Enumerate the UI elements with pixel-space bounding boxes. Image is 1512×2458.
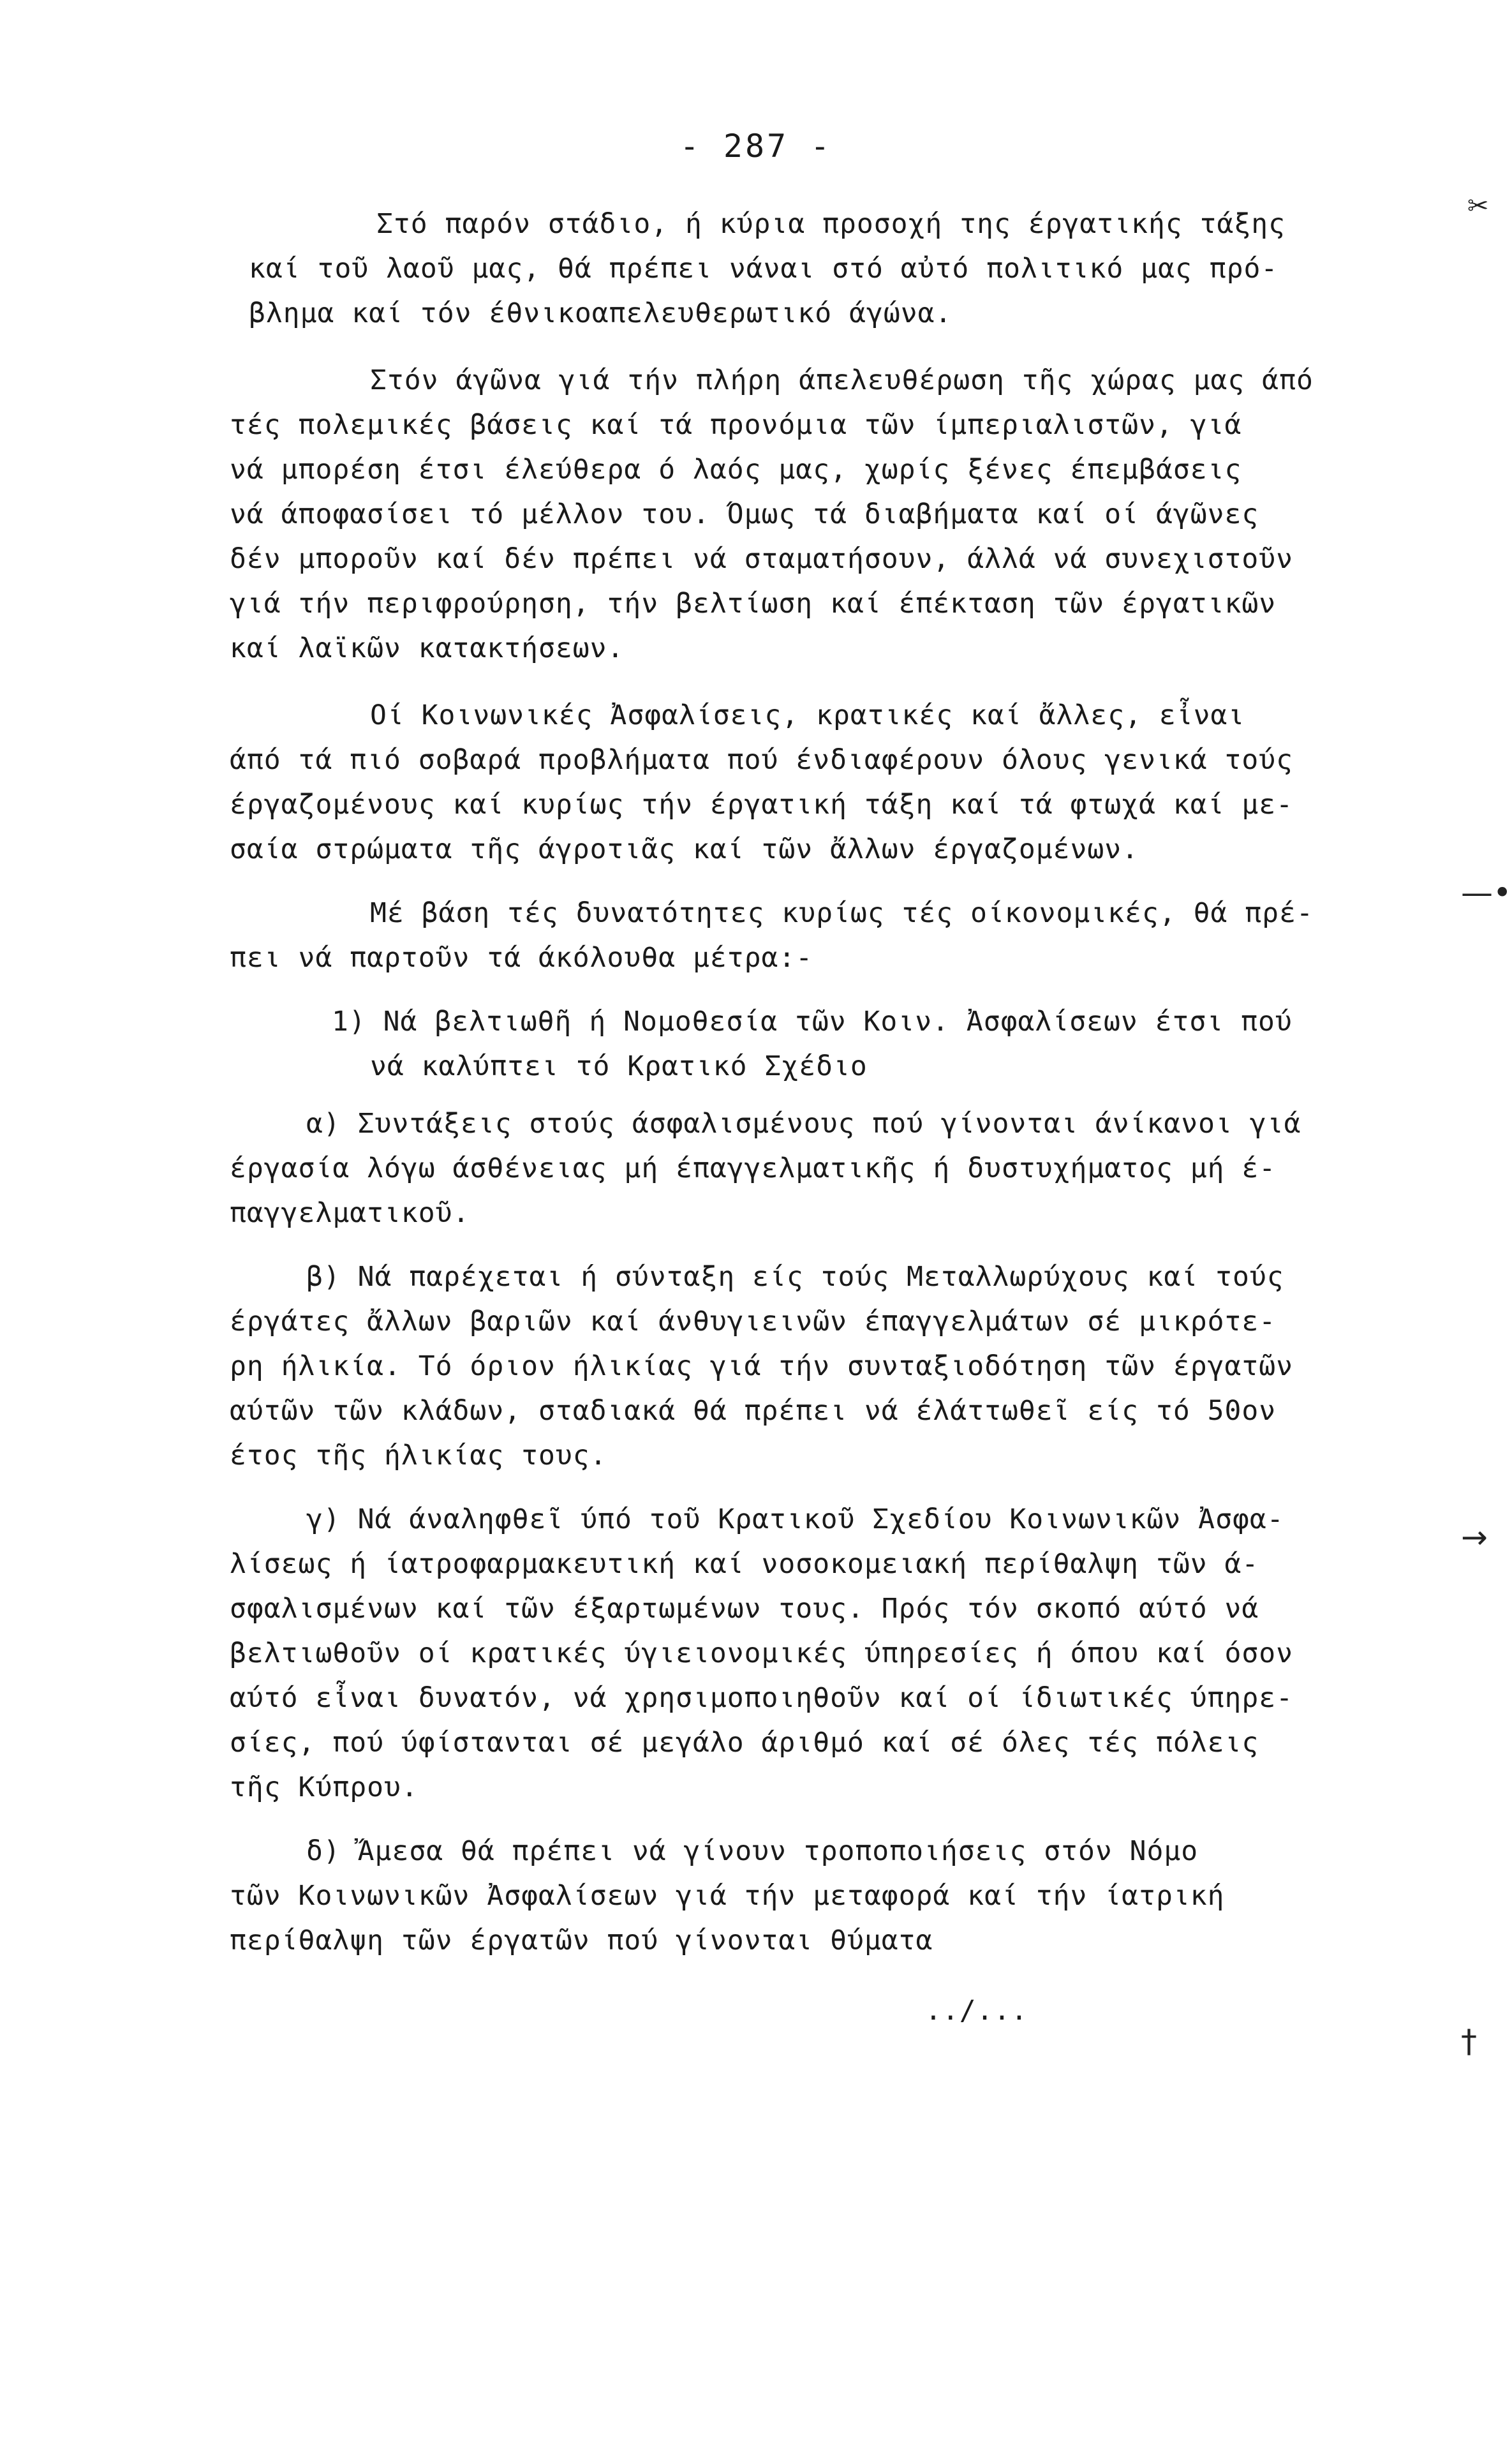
text-line: λίσεως ή ίατροφαρμακευτική καί νοσοκομειακή περίθαλψη τῶν ά-: [230, 1548, 1259, 1580]
text-line: α) Συντάξεις στούς άσφαλισμένους πού γίνονται άνίκανοι γιά: [306, 1108, 1301, 1140]
text-line: έργαζομένους καί κυρίως τήν έργατική τάξη καί τά φτωχά καί με-: [230, 789, 1294, 821]
text-line: σαία στρώματα τῆς άγροτιᾶς καί τῶν ἄλλων έργαζομένων.: [230, 833, 1139, 865]
text-line: έτος τῆς ήλικίας τους.: [230, 1440, 607, 1471]
text-line: περίθαλψη τῶν έργατῶν πού γίνονται θύματα: [230, 1925, 933, 1956]
text-line: 1) Νά βελτιωθῆ ή Νομοθεσία τῶν Κοιν. Ἀσφαλίσεων έτσι πού: [332, 1006, 1293, 1038]
text-line: Στόν άγῶνα γιά τήν πλήρη άπελευθέρωση τῆς χώρας μας άπό: [370, 364, 1314, 396]
text-line: νά μπορέση έτσι έλεύθερα ό λαός μας, χωρίς ξένες έπεμβάσεις: [230, 454, 1242, 486]
text-line: νά άποφασίσει τό μέλλον του. Όμως τά διαβήματα καί οί άγῶνες: [230, 498, 1259, 530]
text-line: πει νά παρτοῦν τά άκόλουθα μέτρα:-: [230, 942, 813, 974]
text-line: ρη ήλικία. Τό όριον ήλικίας γιά τήν συνταξιοδότηση τῶν έργατῶν: [230, 1350, 1294, 1382]
text-line: τῶν Κοινωνικῶν Ἀσφαλίσεων γιά τήν μεταφορά καί τήν ίατρική: [230, 1880, 1225, 1912]
text-line: αύτῶν τῶν κλάδων, σταδιακά θά πρέπει νά έλάττωθεῖ είς τό 50ον: [230, 1395, 1277, 1427]
text-line: βελτιωθοῦν οί κρατικές ύγιειονομικές ύπηρεσίες ή όπου καί όσον: [230, 1637, 1294, 1669]
continuation-mark: ../...: [925, 1995, 1028, 2027]
page-number: - 287 -: [679, 128, 833, 165]
text-line: τές πολεμικές βάσεις καί τά προνόμια τῶν ίμπεριαλιστῶν, γιά: [230, 409, 1242, 441]
text-line: Μέ βάση τές δυνατότητες κυρίως τές οίκονομικές, θά πρέ-: [370, 897, 1314, 929]
text-line: β) Νά παρέχεται ή σύνταξη είς τούς Μεταλλωρύχους καί τούς: [306, 1261, 1284, 1293]
text-line: έργασία λόγω άσθένειας μή έπαγγελματικῆς ή δυστυχήματος μή έ-: [230, 1152, 1277, 1184]
text-line: γ) Νά άναληφθεῖ ύπό τοῦ Κρατικοῦ Σχεδίου Κοινωνικῶν Ἀσφα-: [306, 1503, 1284, 1535]
text-line: σφαλισμένων καί τῶν έξαρτωμένων τους. Πρός τόν σκοπό αύτό νά: [230, 1593, 1259, 1625]
text-line: δ) Ἄμεσα θά πρέπει νά γίνουν τροποποιήσεις στόν Νόμο: [306, 1835, 1199, 1867]
text-line: αύτό εἶναι δυνατόν, νά χρησιμοποιηθοῦν καί οί ίδιωτικές ύπηρε-: [230, 1682, 1294, 1714]
margin-mark-icon: ✂: [1467, 191, 1489, 221]
text-line: τῆς Κύπρου.: [230, 1771, 419, 1803]
text-line: παγγελματικοῦ.: [230, 1197, 470, 1229]
margin-mark-icon: →: [1461, 1519, 1488, 1556]
text-line: καί τοῦ λαοῦ μας, θά πρέπει νάναι στό αὐτό πολιτικό μας πρό-: [249, 253, 1279, 285]
text-line: καί λαϊκῶν κατακτήσεων.: [230, 632, 625, 664]
text-line: γιά τήν περιφρούρηση, τήν βελτίωση καί έπέκταση τῶν έργατικῶν: [230, 588, 1277, 620]
margin-mark-icon: †: [1461, 2023, 1477, 2060]
text-line: νά καλύπτει τό Κρατικό Σχέδιο: [370, 1050, 868, 1082]
text-line: δέν μποροῦν καί δέν πρέπει νά σταματήσουν, άλλά νά συνεχιστοῦν: [230, 543, 1294, 575]
text-line: έργάτες ἄλλων βαριῶν καί άνθυγιεινῶν έπαγγελμάτων σέ μικρότε-: [230, 1306, 1277, 1337]
text-line: Στό παρόν στάδιο, ή κύρια προσοχή της έργατικής τάξης: [376, 208, 1286, 240]
text-line: Οί Κοινωνικές Ἀσφαλίσεις, κρατικές καί ἄλλες, εἶναι: [370, 699, 1245, 731]
text-line: βλημα καί τόν έθνικοαπελευθερωτικό άγώνα.: [249, 297, 952, 329]
margin-mark-icon: —•: [1461, 874, 1512, 911]
text-line: άπό τά πιό σοβαρά προβλήματα πού ένδιαφέρουν όλους γενικά τούς: [230, 744, 1294, 776]
text-line: σίες, πού ύφίστανται σέ μεγάλο άριθμό καί σέ όλες τές πόλεις: [230, 1727, 1259, 1759]
